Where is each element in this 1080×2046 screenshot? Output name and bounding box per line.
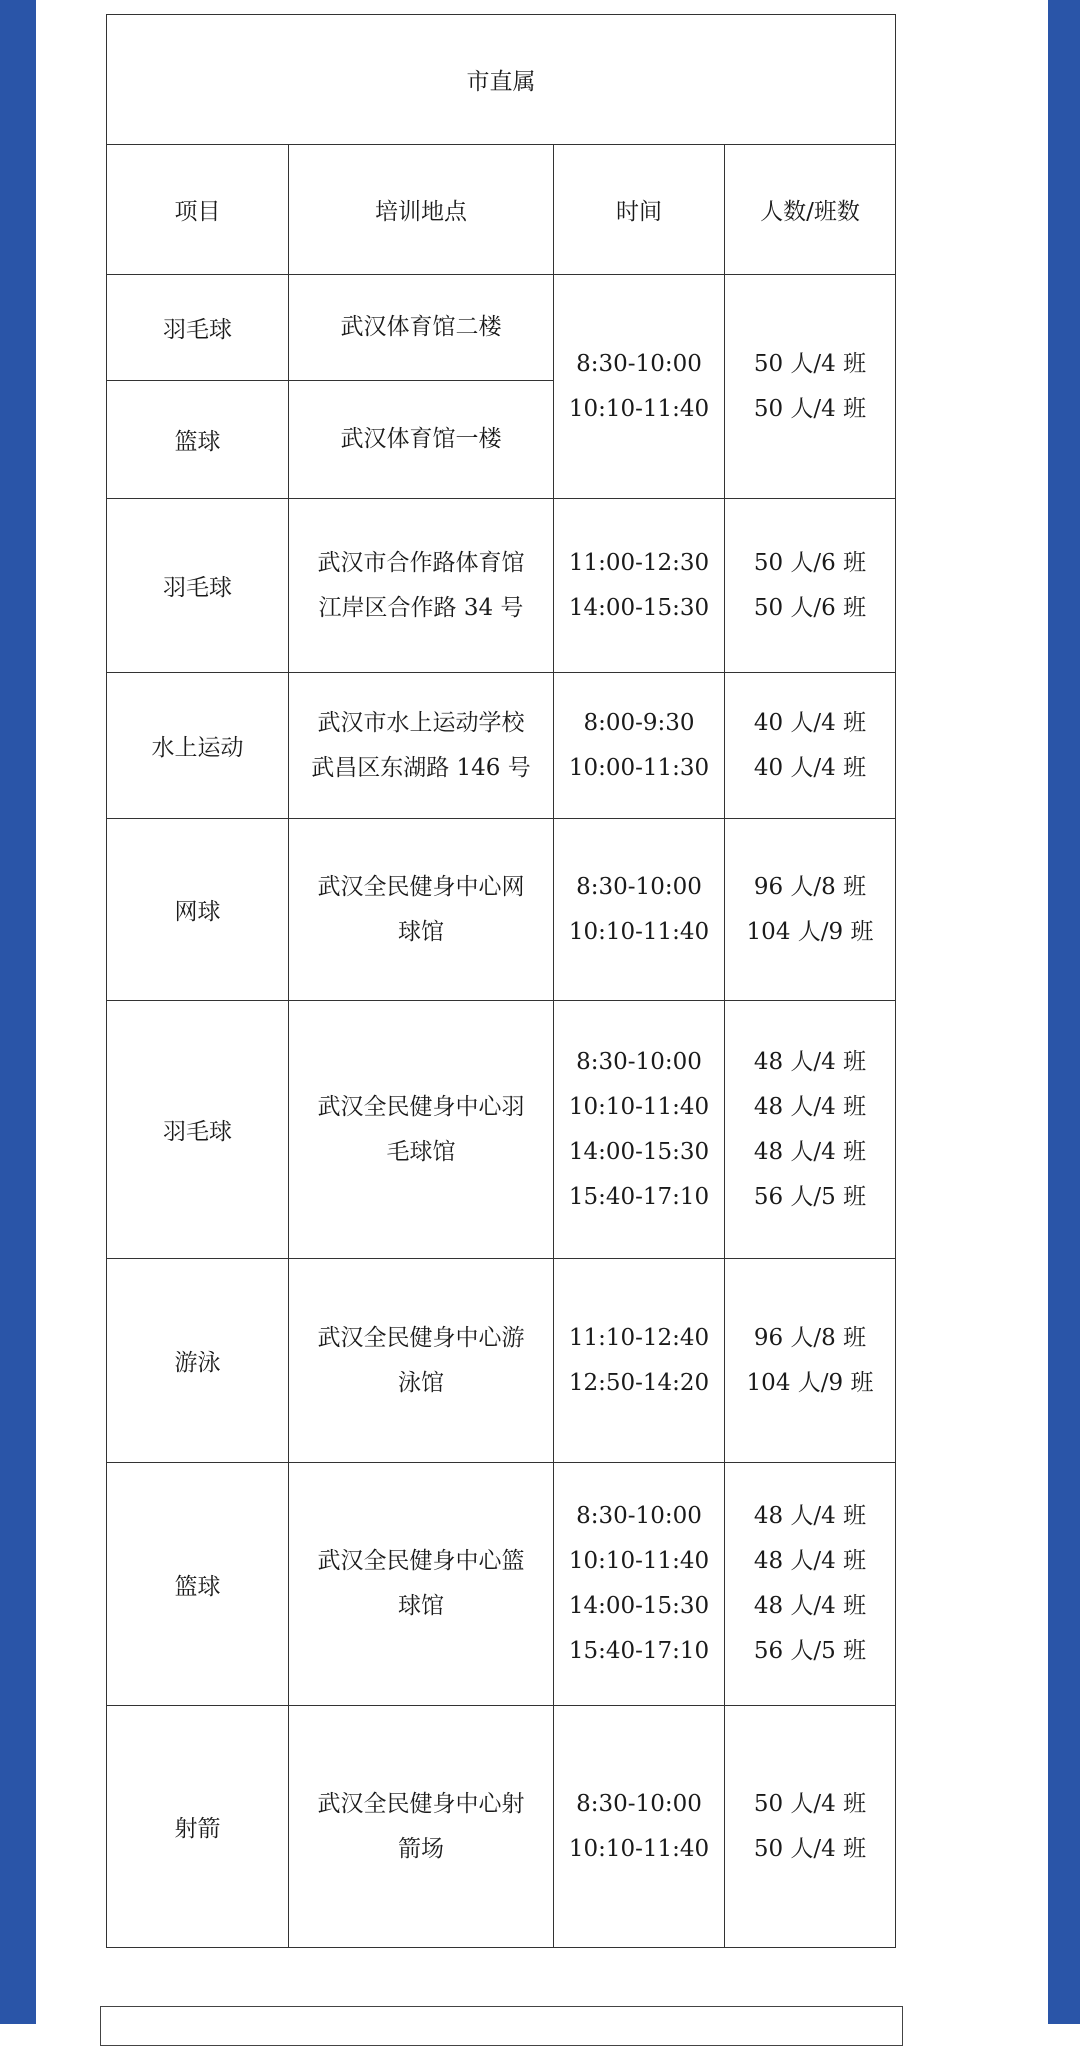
- table-row: [107, 275, 896, 381]
- venue-line: 毛球馆: [386, 1138, 456, 1165]
- venue-line: 武汉全民健身中心篮: [317, 1548, 525, 1574]
- capacity-line: 104 人/9 班: [746, 1369, 874, 1396]
- time-line: 15:40-17:10: [568, 1183, 710, 1210]
- sport-cell: 射箭: [107, 1706, 289, 1948]
- venue-cell: [289, 819, 554, 1001]
- time-line: 14:00-15:30: [568, 594, 710, 621]
- time-line: 8:00-9:30: [583, 709, 695, 736]
- time-line: 14:00-15:30: [568, 1138, 710, 1165]
- capacity-line: 96 人/8 班: [753, 873, 867, 900]
- time-cell: [554, 1706, 725, 1948]
- capacity-line: 40 人/4 班: [753, 754, 867, 781]
- capacity-cell: [725, 673, 896, 819]
- capacity-line: 50 人/6 班: [753, 549, 867, 576]
- table-row: [107, 1259, 896, 1463]
- capacity-line: 50 人/6 班: [753, 594, 867, 621]
- time-line: 10:10-11:40: [568, 918, 710, 945]
- header-sport: 项目: [107, 145, 289, 275]
- header-row: [107, 145, 896, 275]
- left-blue-border: [0, 0, 36, 2024]
- venue-line: 武汉全民健身中心射: [317, 1790, 525, 1817]
- time-cell: [554, 819, 725, 1001]
- time-cell: [554, 673, 725, 819]
- capacity-cell: [725, 1001, 896, 1259]
- capacity-line: 48 人/4 班: [753, 1093, 867, 1120]
- venue-cell: [289, 275, 554, 381]
- capacity-line: 104 人/9 班: [746, 918, 874, 945]
- time-line: 8:30-10:00: [576, 873, 702, 900]
- capacity-line: 50 人/4 班: [753, 350, 867, 377]
- capacity-cell: [725, 1706, 896, 1948]
- title-row: [107, 15, 896, 145]
- time-line: 11:00-12:30: [568, 549, 710, 576]
- capacity-line: 48 人/4 班: [753, 1503, 867, 1529]
- capacity-cell: [725, 819, 896, 1001]
- right-blue-border: [1048, 0, 1080, 2024]
- capacity-cell: [725, 1463, 896, 1706]
- next-table-frame: [100, 2006, 903, 2046]
- table-title: 市直属: [107, 15, 896, 145]
- venue-cell: [289, 1259, 554, 1463]
- time-line: 8:30-10:00: [576, 350, 702, 377]
- time-line: 11:10-12:40: [568, 1324, 710, 1351]
- time-cell: [554, 1001, 725, 1259]
- venue-line: 武汉全民健身中心网: [317, 873, 525, 900]
- time-line: 10:00-11:30: [568, 754, 710, 781]
- venue-line: 球馆: [398, 918, 444, 945]
- venue-line: 武汉体育馆二楼: [340, 314, 502, 340]
- venue-line: 武汉全民健身中心羽: [317, 1093, 525, 1120]
- capacity-line: 48 人/4 班: [753, 1548, 867, 1574]
- sport-cell: 网球: [107, 819, 289, 1001]
- venue-cell: [289, 673, 554, 819]
- sport-cell: 篮球: [107, 381, 289, 499]
- capacity-line: 48 人/4 班: [753, 1138, 867, 1165]
- venue-line: 武汉全民健身中心游: [317, 1324, 525, 1351]
- time-line: 10:10-11:40: [568, 395, 710, 422]
- time-line: 12:50-14:20: [568, 1369, 710, 1396]
- sport-cell: 水上运动: [107, 673, 289, 819]
- time-line: 14:00-15:30: [568, 1593, 710, 1619]
- table-row: [107, 673, 896, 819]
- time-line: 8:30-10:00: [576, 1503, 702, 1529]
- capacity-cell: [725, 1259, 896, 1463]
- venue-cell: [289, 1706, 554, 1948]
- table-row: [107, 1463, 896, 1706]
- sport-cell: 羽毛球: [107, 275, 289, 381]
- header-capacity: 人数/班数: [725, 145, 896, 275]
- table-row: [107, 1001, 896, 1259]
- capacity-line: 50 人/4 班: [753, 1835, 867, 1862]
- capacity-cell: [725, 499, 896, 673]
- venue-line: 江岸区合作路 34 号: [318, 594, 524, 621]
- time-cell: [554, 1259, 725, 1463]
- table-row: [107, 499, 896, 673]
- capacity-line: 50 人/4 班: [753, 395, 867, 422]
- venue-line: 泳馆: [398, 1369, 444, 1396]
- venue-line: 武汉市合作路体育馆: [317, 549, 525, 576]
- capacity-line: 96 人/8 班: [753, 1324, 867, 1351]
- sport-cell: 羽毛球: [107, 499, 289, 673]
- time-line: 10:10-11:40: [568, 1548, 710, 1574]
- venue-cell: [289, 1001, 554, 1259]
- time-line: 15:40-17:10: [568, 1638, 710, 1664]
- capacity-line: 56 人/5 班: [753, 1638, 867, 1664]
- venue-cell: [289, 1463, 554, 1706]
- sport-cell: 游泳: [107, 1259, 289, 1463]
- sport-cell: 羽毛球: [107, 1001, 289, 1259]
- sport-cell: 篮球: [107, 1463, 289, 1706]
- training-schedule-table: [106, 14, 896, 1948]
- header-venue: 培训地点: [289, 145, 554, 275]
- venue-line: 球馆: [398, 1593, 444, 1619]
- venue-line: 箭场: [398, 1835, 444, 1862]
- table-row: [107, 819, 896, 1001]
- venue-cell: [289, 499, 554, 673]
- time-line: 10:10-11:40: [568, 1835, 710, 1862]
- time-line: 8:30-10:00: [576, 1048, 702, 1075]
- table-row: [107, 1706, 896, 1948]
- venue-cell: [289, 381, 554, 499]
- time-line: 8:30-10:00: [576, 1790, 702, 1817]
- venue-line: 武汉体育馆一楼: [340, 426, 502, 452]
- capacity-line: 40 人/4 班: [753, 709, 867, 736]
- capacity-line: 48 人/4 班: [753, 1593, 867, 1619]
- capacity-line: 48 人/4 班: [753, 1048, 867, 1075]
- time-line: 10:10-11:40: [568, 1093, 710, 1120]
- venue-line: 武汉市水上运动学校: [317, 709, 525, 736]
- header-time: 时间: [554, 145, 725, 275]
- time-cell: [554, 275, 725, 499]
- capacity-line: 56 人/5 班: [753, 1183, 867, 1210]
- capacity-cell: [725, 275, 896, 499]
- venue-line: 武昌区东湖路 146 号: [311, 754, 531, 781]
- time-cell: [554, 499, 725, 673]
- time-cell: [554, 1463, 725, 1706]
- capacity-line: 50 人/4 班: [753, 1790, 867, 1817]
